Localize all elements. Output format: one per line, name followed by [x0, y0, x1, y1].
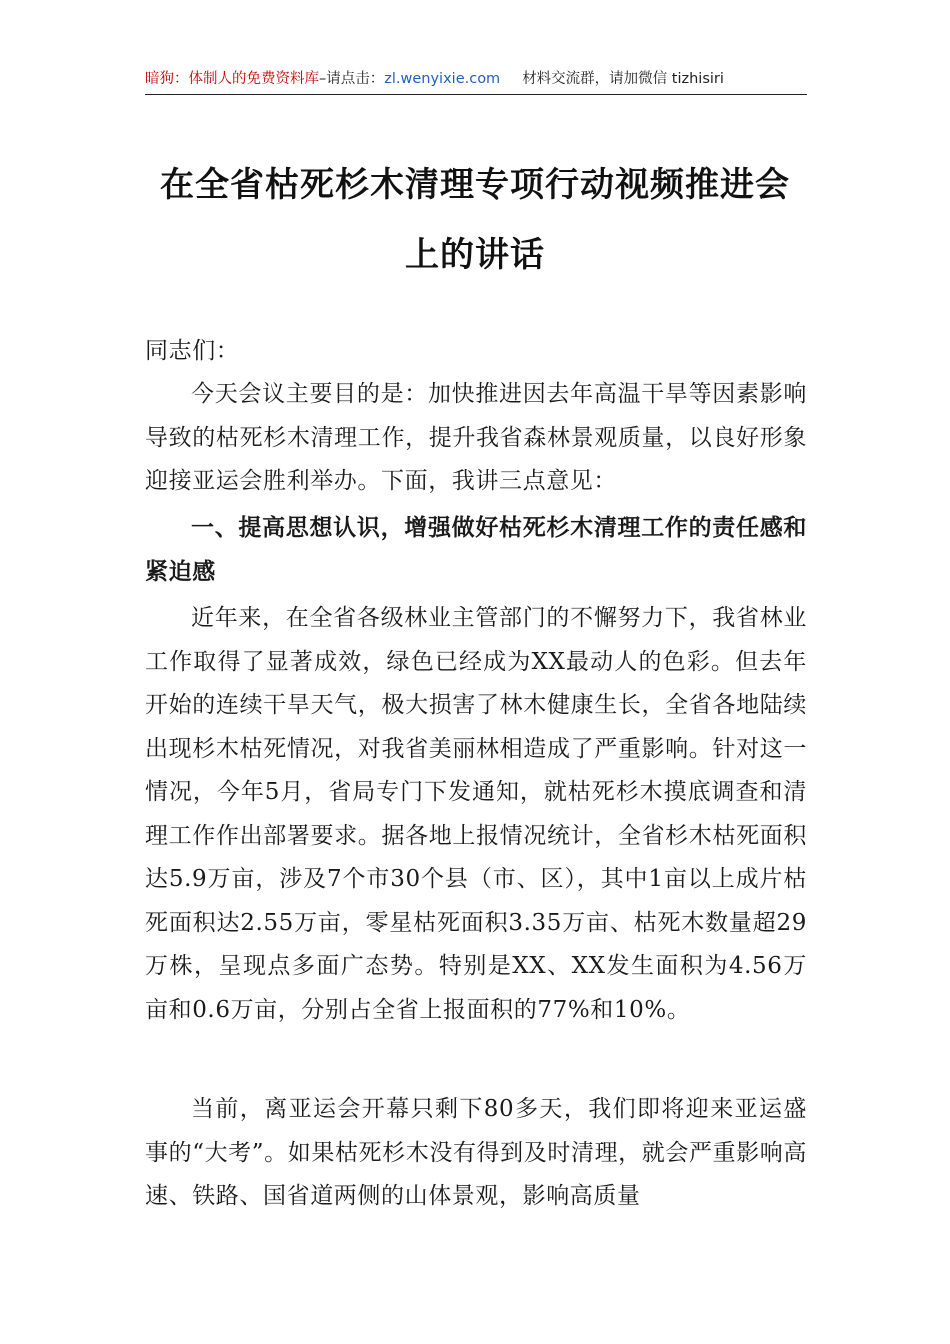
- body-paragraph-2: 当前，离亚运会开幕只剩下80多天，我们即将迎来亚运盛事的“大考”。如果枯死杉木没有得到及时清理，就会严重影响高速、铁路、国省道两侧的山体景观，影响高质量: [145, 1096, 807, 1209]
- salutation: 同志们：: [145, 338, 240, 364]
- body-paragraph-1: 近年来，在全省各级林业主管部门的不懈努力下，我省林业工作取得了显著成效，绿色已经成为XX最动人的色彩。但去年开始的连续干旱天气，极大损害了林木健康生长，全省各地陆续出现杉木枯死情况，对我省美丽林相造成了严重影响。针对这一情况，今年5月，省局专门下发通知，就枯死杉木摸底调查和清理工作作出部署要求。据各地上报情况统计，全省杉木枯死面积达5.9万亩，涉及7个市30个县（市、区），其中1亩以上成片枯死面积达2.55万亩，零星枯死面积3.35万亩、枯死木数量超29万株，呈现点多面广态势。特别是XX、XX发生面积为4.56万亩和0.6万亩，分别占全省上报面积的77%和10%。: [145, 605, 807, 1023]
- intro-paragraph: 今天会议主要目的是：加快推进因去年高温干旱等因素影响导致的枯死杉木清理工作，提升我省森林景观质量，以良好形象迎接亚运会胜利举办。下面，我讲三点意见：: [145, 381, 807, 494]
- header-separator: –请点击：: [319, 71, 385, 87]
- document-title-line2: 上的讲话: [405, 235, 545, 275]
- header-link[interactable]: zl.wenyixie.com: [384, 71, 501, 87]
- document-title-line1: 在全省枯死杉木清理专项行动视频推进会: [160, 165, 790, 205]
- page-header: [145, 68, 807, 95]
- section-heading-1: 一、提高思想认识，增强做好枯死杉木清理工作的责任感和紧迫感: [145, 515, 807, 585]
- header-brand: 暗狗：体制人的免费资料库: [145, 71, 319, 87]
- header-wechat: 材料交流群，请加微信 tizhisiri: [522, 71, 724, 87]
